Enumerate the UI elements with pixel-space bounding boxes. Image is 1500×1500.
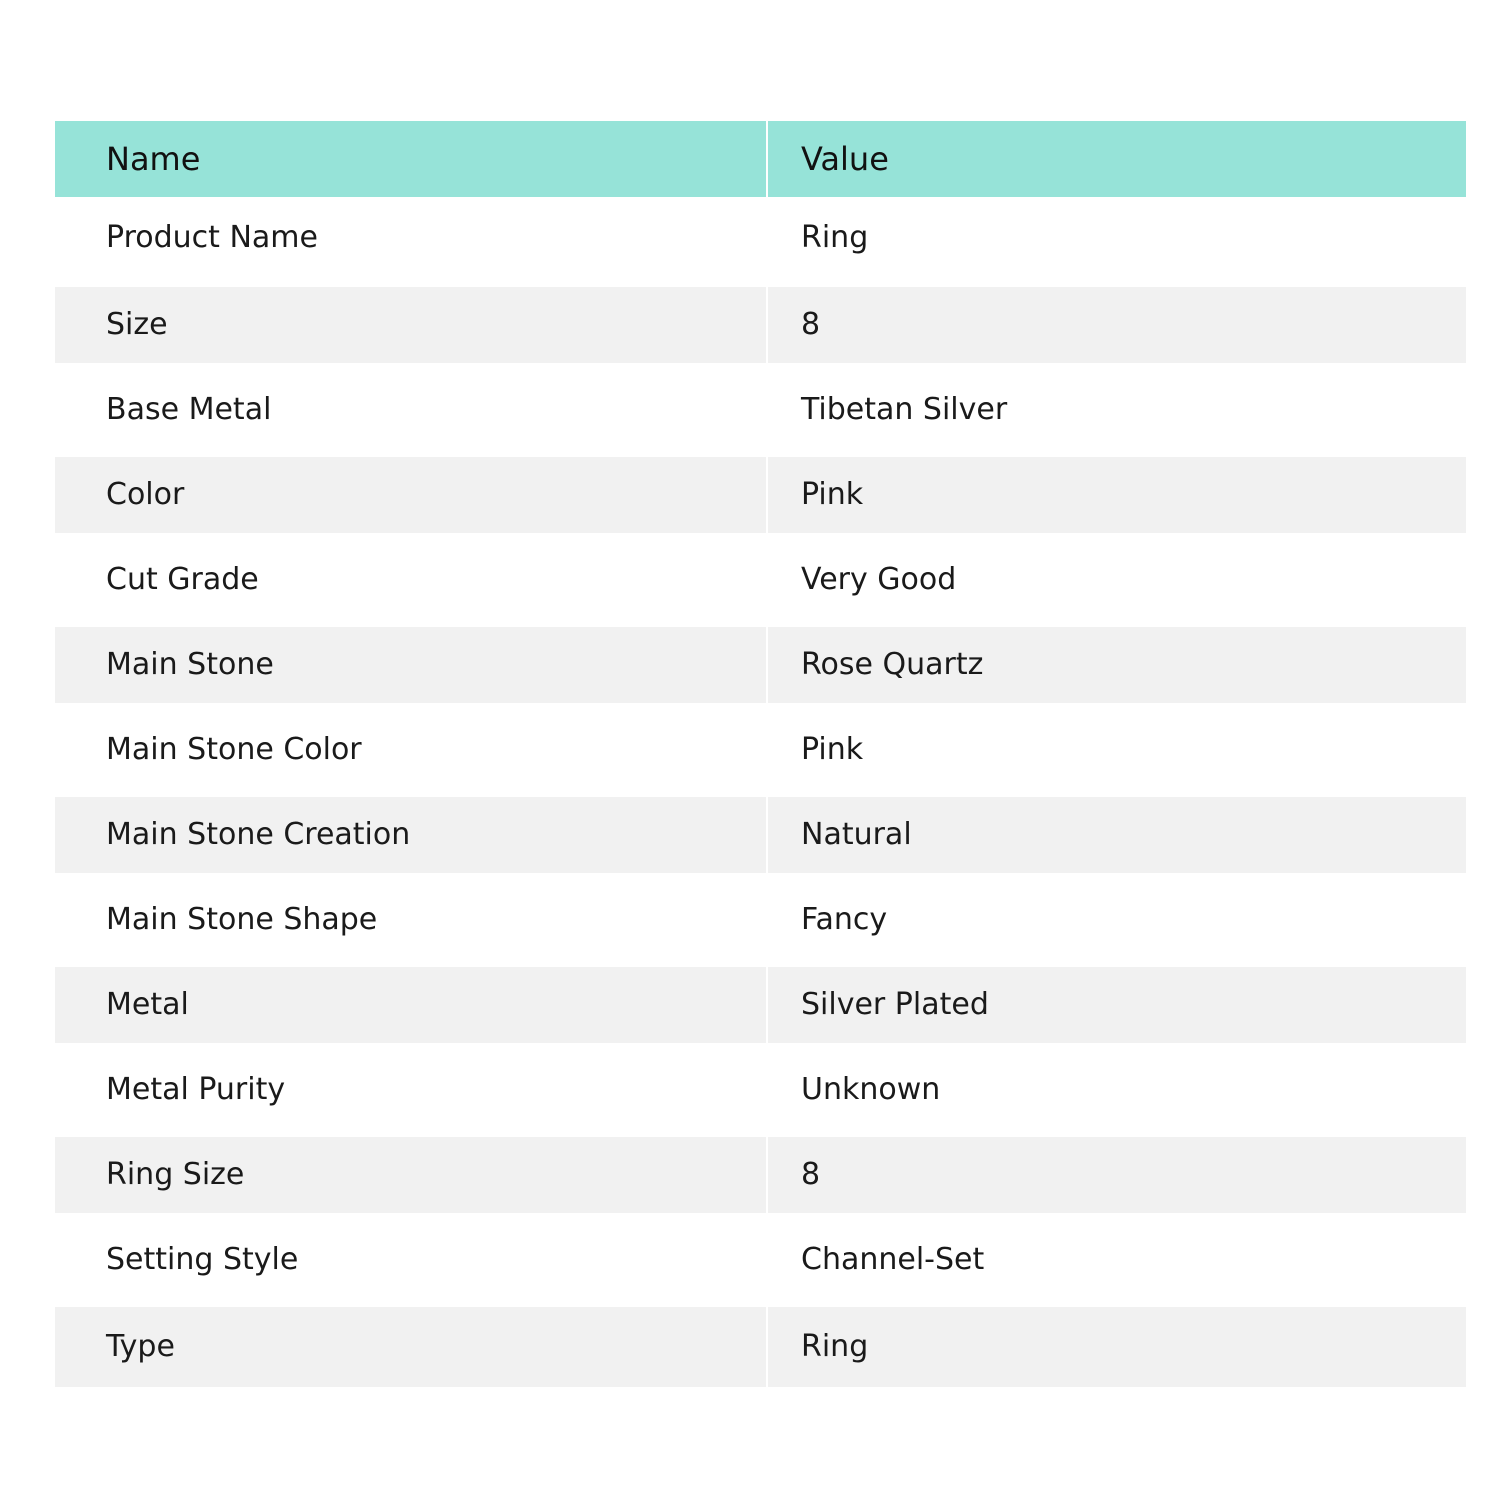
- row-name-cell: Main Stone: [55, 622, 767, 707]
- table-row: [55, 707, 1466, 792]
- row-value-cell: Ring: [767, 197, 1466, 282]
- row-value-cell: Natural: [767, 792, 1466, 877]
- row-value-cell: 8: [767, 1132, 1466, 1217]
- row-name-cell: Metal Purity: [55, 1047, 767, 1132]
- row-value-cell: Tibetan Silver: [767, 367, 1466, 452]
- column-header-value: Value: [767, 121, 1466, 197]
- table-row: [55, 197, 1466, 282]
- row-value-cell: Pink: [767, 707, 1466, 792]
- table-row: [55, 1217, 1466, 1302]
- row-name-cell: Metal: [55, 962, 767, 1047]
- row-value-cell: Very Good: [767, 537, 1466, 622]
- row-name-cell: Ring Size: [55, 1132, 767, 1217]
- row-value-cell: Unknown: [767, 1047, 1466, 1132]
- row-name-cell: Main Stone Creation: [55, 792, 767, 877]
- table-row: [55, 792, 1466, 877]
- table-row: [55, 622, 1466, 707]
- row-name-cell: Base Metal: [55, 367, 767, 452]
- row-value-cell: Fancy: [767, 877, 1466, 962]
- row-value-cell: Pink: [767, 452, 1466, 537]
- row-value-cell: Ring: [767, 1302, 1466, 1387]
- table-row: [55, 1302, 1466, 1387]
- table-row: [55, 282, 1466, 367]
- table-row: [55, 1132, 1466, 1217]
- table-row: [55, 877, 1466, 962]
- row-value-cell: Rose Quartz: [767, 622, 1466, 707]
- row-name-cell: Setting Style: [55, 1217, 767, 1302]
- row-name-cell: Cut Grade: [55, 537, 767, 622]
- row-value-cell: Silver Plated: [767, 962, 1466, 1047]
- row-name-cell: Product Name: [55, 197, 767, 282]
- row-value-cell: Channel-Set: [767, 1217, 1466, 1302]
- table-header-row: [55, 121, 1466, 197]
- table-row: [55, 962, 1466, 1047]
- row-name-cell: Main Stone Color: [55, 707, 767, 792]
- row-value-cell: 8: [767, 282, 1466, 367]
- table-row: [55, 1047, 1466, 1132]
- row-name-cell: Type: [55, 1302, 767, 1387]
- row-name-cell: Size: [55, 282, 767, 367]
- column-header-name: Name: [55, 121, 767, 197]
- table-body: [55, 197, 1466, 1387]
- table-row: [55, 452, 1466, 537]
- table-header: [55, 121, 1466, 197]
- table-row: [55, 367, 1466, 452]
- row-name-cell: Main Stone Shape: [55, 877, 767, 962]
- product-spec-table: [55, 121, 1466, 1387]
- row-name-cell: Color: [55, 452, 767, 537]
- table-row: [55, 537, 1466, 622]
